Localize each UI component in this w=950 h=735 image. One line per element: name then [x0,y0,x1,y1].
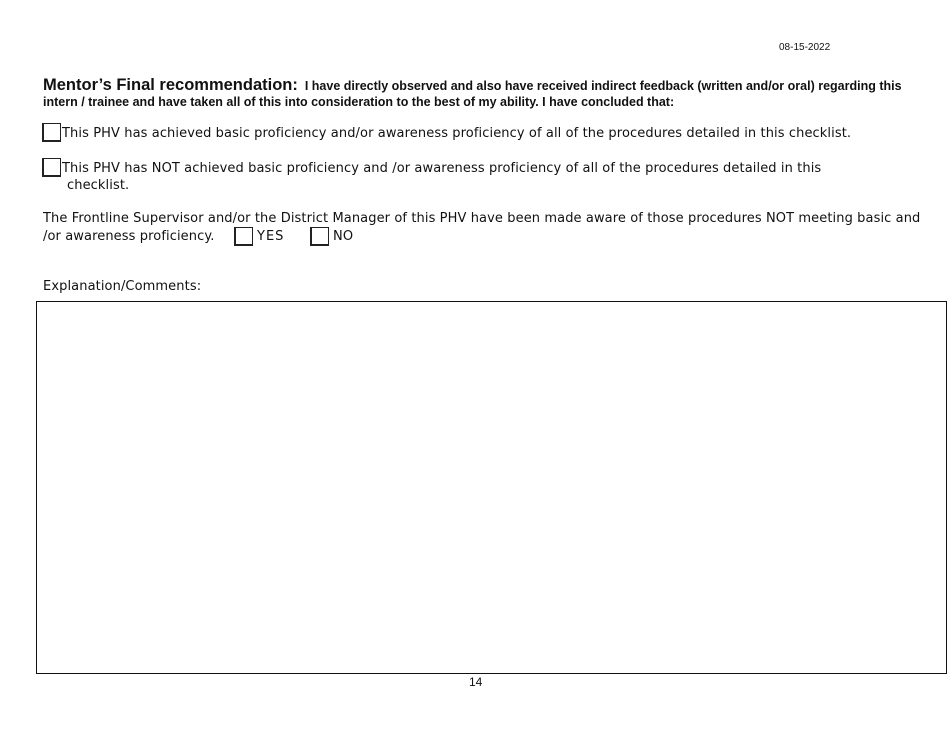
not-achieved-option-label [62,160,822,194]
achieved-checkbox[interactable] [42,123,61,142]
yes-label: YES [257,229,285,244]
document-date: 08-15-2022 [779,42,831,53]
not-achieved-line-1: This PHV has NOT achieved basic proficiency and /or awareness proficiency of all of the procedures detailed in this [62,161,822,176]
comments-label: Explanation/Comments: [43,279,202,294]
recommendation-heading: Mentor’s Final recommendation: [43,76,298,94]
not-achieved-line-2: checklist. [67,178,130,193]
no-label: NO [333,229,354,244]
supervisor-notice: The Frontline Supervisor and/or the District Manager of this PHV have been made aware of those procedures NOT meeting basic and /or awareness proficiency. [43,211,921,244]
recommendation-paragraph [43,77,913,110]
comments-field[interactable] [36,301,947,674]
page-number: 14 [469,675,483,689]
recommendation-text: I have directly observed and also have received indirect feedback (written and/or oral) regarding this intern / trainee and have taken all of this into consideration to the best of my ability. I have concluded that: [43,79,902,109]
achieved-option-label: This PHV has achieved basic proficiency and/or awareness proficiency of all of the procedures detailed in this checklist. [62,126,852,141]
no-checkbox[interactable] [310,227,329,246]
not-achieved-checkbox[interactable] [42,158,61,177]
yes-checkbox[interactable] [234,227,253,246]
